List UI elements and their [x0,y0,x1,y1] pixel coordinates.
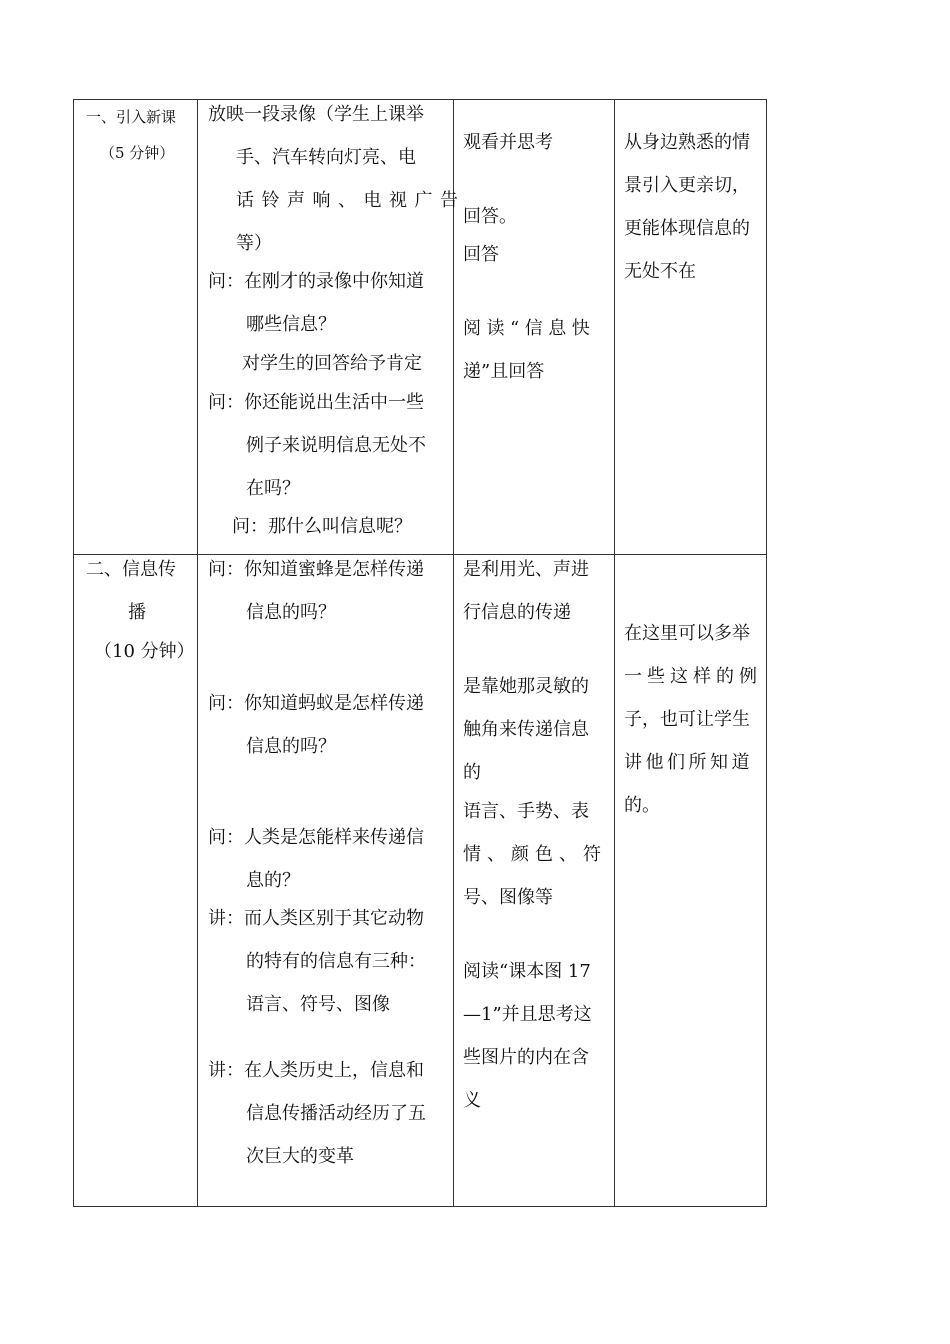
teacher-text-line: 信息传播活动经历了五 [246,1103,426,1124]
student-text-line: 回答 [463,244,499,265]
teacher-text-line: 信息的吗？ [246,602,336,623]
teacher-text-line: 哪些信息？ [246,314,336,335]
teacher-text-line: 问：那什么叫信息呢？ [232,516,412,537]
teacher-text-line: 对学生的回答给予肯定 [242,353,422,374]
teacher-text-line: 讲：在人类历史上，信息和 [208,1060,424,1081]
teacher-activity-cell [198,555,454,1207]
notes-text-line: 在这里可以多举 [624,623,750,644]
teacher-text-line: 问：你知道蚂蚁是怎样传递 [208,693,424,714]
student-text-line: —1”并且思考这 [463,1004,592,1025]
student-text-line: 阅读“信息快 [463,318,596,339]
notes-text-line: 一些这样的例 [624,666,762,687]
student-text-line: 观看并思考 [463,132,553,153]
student-text-line: 是靠她那灵敏的 [463,676,589,697]
notes-text-line: 无处不在 [624,261,696,282]
teacher-text-line: 问：你还能说出生活中一些 [208,392,424,413]
lesson-plan-table [73,99,767,1207]
teacher-text-line: 在吗？ [246,478,300,499]
student-text-line: 情、颜色、符 [463,844,607,865]
teacher-text-line: 放映一段录像（学生上课举 [208,104,424,125]
notes-text-line: 更能体现信息的 [624,218,750,239]
student-activity-cell [454,100,615,555]
student-text-line: 是利用光、声进 [463,559,589,580]
teacher-text-line: 的特有的信息有三种： [246,951,426,972]
teacher-activity-cell [198,100,466,555]
student-text-line: 阅读“课本图 17 [463,961,591,982]
stage-title-cont: 播 [128,602,146,623]
teacher-text-line: 信息的吗？ [246,736,336,757]
stage-title: 一、引入新课 [86,108,177,126]
notes-text-line: 从身边熟悉的情 [624,132,750,153]
notes-text-line: 讲他们所知道 [624,752,753,773]
student-text-line: 语言、手势、表 [463,801,589,822]
student-text-line: 递”且回答 [463,361,545,382]
teacher-text-line: 次巨大的变革 [246,1146,354,1167]
student-text-line: 回答。 [463,206,517,227]
teacher-text-line: 讲：而人类区别于其它动物 [208,908,424,929]
stage-title: 二、信息传 [86,559,176,580]
student-text-line: 些图片的内在含 [463,1047,589,1068]
notes-text-line: 景引入更亲切， [624,175,750,196]
student-text-line: 行信息的传递 [463,602,571,623]
stage-duration: （10 分钟） [94,641,195,662]
notes-text-line: 的。 [624,795,660,816]
teacher-text-line: 例子来说明信息无处不 [246,435,426,456]
student-text-line: 触角来传递信息 [463,719,589,740]
notes-text-line: 子，也可让学生 [624,709,750,730]
teacher-text-line: 等） [236,233,272,254]
teacher-text-line: 语言、符号、图像 [246,994,390,1015]
stage-duration: （5 分钟） [100,144,175,162]
stage-cell [74,100,198,555]
table-row [74,555,767,1207]
teacher-text-line: 问：你知道蜜蜂是怎样传递 [208,559,424,580]
teacher-text-line: 息的？ [246,870,300,891]
table-row [74,100,767,555]
design-notes-cell [615,555,767,1207]
student-text-line: 义 [463,1090,481,1111]
teacher-text-line: 问：在刚才的录像中你知道 [208,271,424,292]
teacher-text-line: 问：人类是怎能样来传递信 [208,827,424,848]
teacher-text-line: 话铃声响、电视广告 [236,190,466,211]
design-notes-cell [615,100,767,555]
stage-cell [74,555,198,1207]
student-text-line: 号、图像等 [463,887,553,908]
teacher-text-line: 手、汽车转向灯亮、电 [236,147,416,168]
student-activity-cell [454,555,615,1207]
student-text-line: 的 [463,762,481,783]
